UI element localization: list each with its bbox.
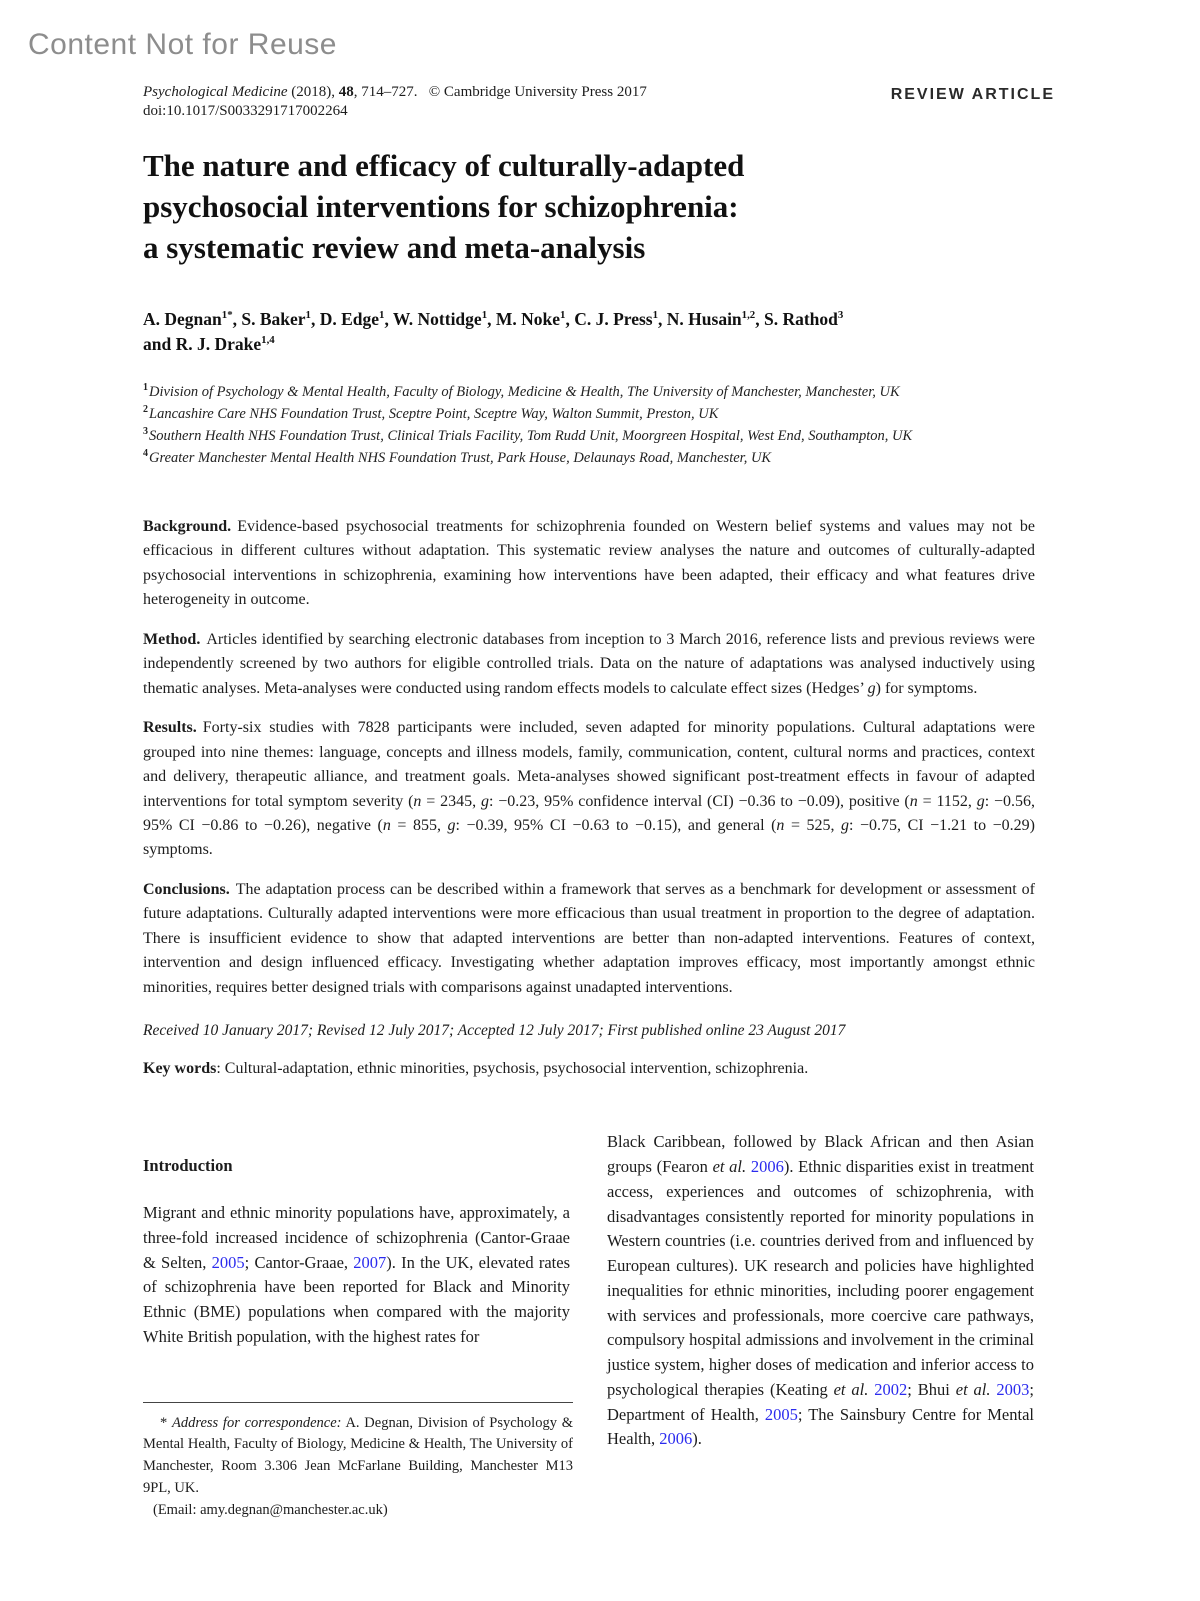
affiliation-text: Division of Psychology & Mental Health, Faculty of Biology, Medicine & Health, The University of Manchester, Manchester, UK xyxy=(149,384,900,401)
text-run: = 855, xyxy=(390,817,448,834)
title-line: a systematic review and meta-analysis xyxy=(143,229,646,265)
title-line: psychosocial interventions for schizophrenia: xyxy=(143,188,739,224)
abstract-background xyxy=(143,515,1035,613)
section-label: Conclusions. xyxy=(143,880,230,898)
text-run: 48 xyxy=(338,84,354,100)
title-line: The nature and efficacy of culturally-adapted xyxy=(143,148,745,183)
text-run: n xyxy=(382,817,391,834)
text-run: Articles identified by searching electronic databases from inception to 3 March 2016, reference lists and previous reviews were independently screened by two authors for eligible controlled trials. Data on the nature of adaptations was analysed inductively using thematic analyses. Meta-analyses were conducted using random effects models to calculate effect sizes (Hedges’ xyxy=(143,630,1035,697)
section-label: Results. xyxy=(143,719,197,737)
keywords-label: Key words xyxy=(143,1060,217,1078)
left-column xyxy=(143,1130,573,1521)
text-run: ; The Sainsbury Centre for Mental Health, xyxy=(607,1404,1034,1449)
text-run: 1 xyxy=(305,308,311,321)
text-run: (Email: amy.degnan@manchester.ac.uk) xyxy=(153,1501,388,1518)
correspondence-address xyxy=(143,1413,573,1500)
citation-link[interactable]: 2005 xyxy=(764,1404,798,1424)
text-run: g xyxy=(841,817,850,834)
text-run: ). xyxy=(692,1429,702,1449)
text-run: : −0.23, 95% confidence interval (CI) −0.36 to −0.09), positive ( xyxy=(488,792,910,810)
text-run: ; Bhui xyxy=(907,1379,956,1399)
two-column-body xyxy=(143,1130,1035,1521)
text-run: et al. xyxy=(833,1379,869,1399)
text-run: Black Caribbean, followed by Black African and then Asian groups (Fearon xyxy=(607,1132,1034,1177)
affiliation-item xyxy=(143,447,1035,469)
introduction-paragraph-left xyxy=(143,1201,570,1350)
journal-citation xyxy=(143,84,647,101)
text-run: Evidence-based psychosocial treatments for schizophrenia founded on Western belief systems and values may not be efficacious in different cultures without adaptation. This systematic review analyses the nature and outcomes of culturally-adapted psychosocial interventions in schizophrenia, examining how interventions have been adapted, their efficacy and what features drive heterogeneity in outcome. xyxy=(143,517,1035,609)
text-run: Address for correspondence: xyxy=(172,1414,342,1431)
author-list xyxy=(143,307,1035,358)
affiliation-text: Lancashire Care NHS Foundation Trust, Sceptre Point, Sceptre Way, Walton Summit, Preston, UK xyxy=(149,406,719,423)
watermark-content-not-for-reuse: Content Not for Reuse xyxy=(28,28,337,61)
text-run: et al. xyxy=(955,1379,991,1399)
text-run: 1 xyxy=(652,308,659,321)
citation-link[interactable]: 2002 xyxy=(874,1379,908,1399)
author-line xyxy=(143,332,1035,357)
text-run: Forty-six studies with 7828 participants were included, seven adapted for minority populations. Cultural adaptations were grouped into nine themes: language, concepts and illness models, family, communication, content, cultural norms and practices, context and delivery, therapeutic alliance, and treatment goals. Meta-analyses showed significant post-treatment effects in favour of adapted interventions for total symptom severity ( xyxy=(143,719,1035,810)
article-page xyxy=(143,84,1055,1521)
abstract-results xyxy=(143,716,1035,863)
text-run: n xyxy=(909,792,918,810)
introduction-paragraph-right xyxy=(607,1130,1034,1452)
text-run: ; Department of Health, xyxy=(607,1379,1035,1424)
text-run: , C. J. Press xyxy=(565,308,653,329)
text-run: The adaptation process can be described within a framework that serves as a benchmark for development or assessment of future adaptations. Culturally adapted interventions were more efficacious than usual treatment in proportion to the degree of adaptation. There is insufficient evidence to show that adapted interventions are better than non-adapted interventions. Features of context, intervention and design influenced efficacy. Investigating whether adaptation improves efficacy, most importantly amongst ethnic minorities, requires better designed trials with comparisons against unadapted interventions. xyxy=(143,880,1035,996)
text-run: , M. Noke xyxy=(487,308,561,329)
affiliation-number: 1 xyxy=(143,382,148,394)
affiliation-number: 2 xyxy=(143,404,148,416)
text-run: , S. Baker xyxy=(232,308,306,329)
text-run: ). Ethnic disparities exist in treatment access, experiences and outcomes of schizophrenia, with disadvantages consistently reported for minority populations in Western countries (i.e. countries derived from and influenced by European cultures). UK research and policies have highlighted inequalities for ethnic minorities, including poorer engagement with services and professionals, more coercive care pathways, compulsory hospital admissions and involvement in the criminal justice system, higher doses of medication and inferior access to psychological therapies (Keating xyxy=(607,1157,1035,1399)
text-run: * xyxy=(160,1414,172,1431)
text-run: ) for symptoms. xyxy=(875,679,978,697)
section-text xyxy=(143,631,1035,697)
abstract-method xyxy=(143,628,1035,701)
article-type-badge: REVIEW ARTICLE xyxy=(890,86,1055,103)
text-run: n xyxy=(413,792,422,810)
doi-text: doi:10.1017/S0033291717002264 xyxy=(143,103,348,119)
section-text xyxy=(143,881,1035,996)
text-run: 1* xyxy=(221,308,233,321)
text-run: , 714–727. © Cambridge University Press 2017 xyxy=(353,84,647,100)
text-run: et al. xyxy=(712,1157,747,1177)
text-run: and R. J. Drake xyxy=(143,334,262,355)
affiliation-text: Southern Health NHS Foundation Trust, Clinical Trials Facility, Tom Rudd Unit, Moorgreen Hospital, West End, Southampton, UK xyxy=(149,427,913,444)
text-run: ; Cantor-Graae, xyxy=(244,1252,354,1272)
citation-link[interactable]: 2003 xyxy=(996,1379,1030,1399)
text-run: 1 xyxy=(481,308,488,321)
section-text xyxy=(143,518,1035,608)
text-run: , S. Rathod xyxy=(755,308,838,329)
text-run: (2018), xyxy=(287,84,339,100)
citation-link[interactable]: 2007 xyxy=(353,1252,387,1272)
text-run: g xyxy=(867,679,876,697)
right-column xyxy=(607,1130,1034,1521)
section-label: Background. xyxy=(143,517,232,535)
text-run: A. Degnan, Division of Psychology & Mental Health, Faculty of Biology, Medicine & Health, The University of Manchester, Room 3.306 Jean McFarlane Building, Manchester M13 9PL, UK. xyxy=(143,1414,573,1496)
keywords xyxy=(143,1060,1035,1078)
abstract-conclusions xyxy=(143,878,1035,1000)
text-run: 3 xyxy=(837,308,844,321)
text-run: g xyxy=(976,792,985,810)
section-label: Method. xyxy=(143,630,201,648)
affiliation-item xyxy=(143,425,1035,447)
text-run: 1 xyxy=(379,308,385,321)
correspondence-email xyxy=(143,1500,573,1522)
affiliation-number: 4 xyxy=(143,448,148,459)
text-run: Psychological Medicine xyxy=(143,84,288,100)
text-run: , D. Edge xyxy=(310,308,380,329)
text-run: = 1152, xyxy=(917,792,977,810)
journal-header xyxy=(143,84,1055,120)
affiliation-number: 3 xyxy=(143,426,148,438)
affiliation-item xyxy=(143,403,1035,425)
text-run: : Cultural-adaptation, ethnic minorities, psychosis, psychosocial intervention, schizophrenia. xyxy=(216,1060,809,1078)
text-run: ). In the UK, elevated rates of schizophrenia have been reported for Black and Minority Ethnic (BME) populations when compared with the majority White British population, with the highest rates for xyxy=(143,1252,570,1346)
article-title xyxy=(143,146,1035,269)
author-line xyxy=(143,307,1035,332)
affiliation-list xyxy=(143,381,1035,468)
introduction-heading: Introduction xyxy=(143,1156,233,1176)
text-run: , N. Husain xyxy=(658,308,742,329)
citation-link[interactable]: 2005 xyxy=(211,1252,245,1272)
received-dates: Received 10 January 2017; Revised 12 July 2017; Accepted 12 July 2017; First published online 23 August 2017 xyxy=(143,1022,846,1040)
keywords-text xyxy=(216,1060,808,1077)
text-run: g xyxy=(480,792,489,810)
text-run: = 525, xyxy=(784,817,842,834)
text-run: : −0.75, CI −1.21 to −0.29) symptoms. xyxy=(143,817,1035,859)
text-run: : −0.39, 95% CI −0.63 to −0.15), and general ( xyxy=(455,817,777,834)
abstract xyxy=(143,515,1035,1078)
citation-link[interactable]: 2006 xyxy=(750,1157,784,1177)
journal-info xyxy=(143,84,647,120)
affiliation-item xyxy=(143,381,1035,403)
text-run: A. Degnan xyxy=(143,308,222,329)
text-run: g xyxy=(447,817,456,834)
text-run: 1 xyxy=(560,308,566,321)
text-run: Migrant and ethnic minority populations have, approximately, a three-fold increased incidence of schizophrenia (Cantor-Graae & Selten, xyxy=(143,1203,570,1272)
text-run: , W. Nottidge xyxy=(384,308,482,329)
correspondence-footnote xyxy=(143,1402,573,1522)
text-run: = 2345, xyxy=(421,792,481,810)
citation-link[interactable]: 2006 xyxy=(659,1429,693,1449)
affiliation-text: Greater Manchester Mental Health NHS Foundation Trust, Park House, Delaunays Road, Manchester, UK xyxy=(149,449,772,466)
text-run: n xyxy=(776,817,785,834)
section-text xyxy=(143,719,1035,858)
text-run: 1,2 xyxy=(741,308,756,321)
text-run: 1,4 xyxy=(261,334,275,347)
text-run: : −0.56, 95% CI −0.86 to −0.26), negative ( xyxy=(143,792,1036,834)
